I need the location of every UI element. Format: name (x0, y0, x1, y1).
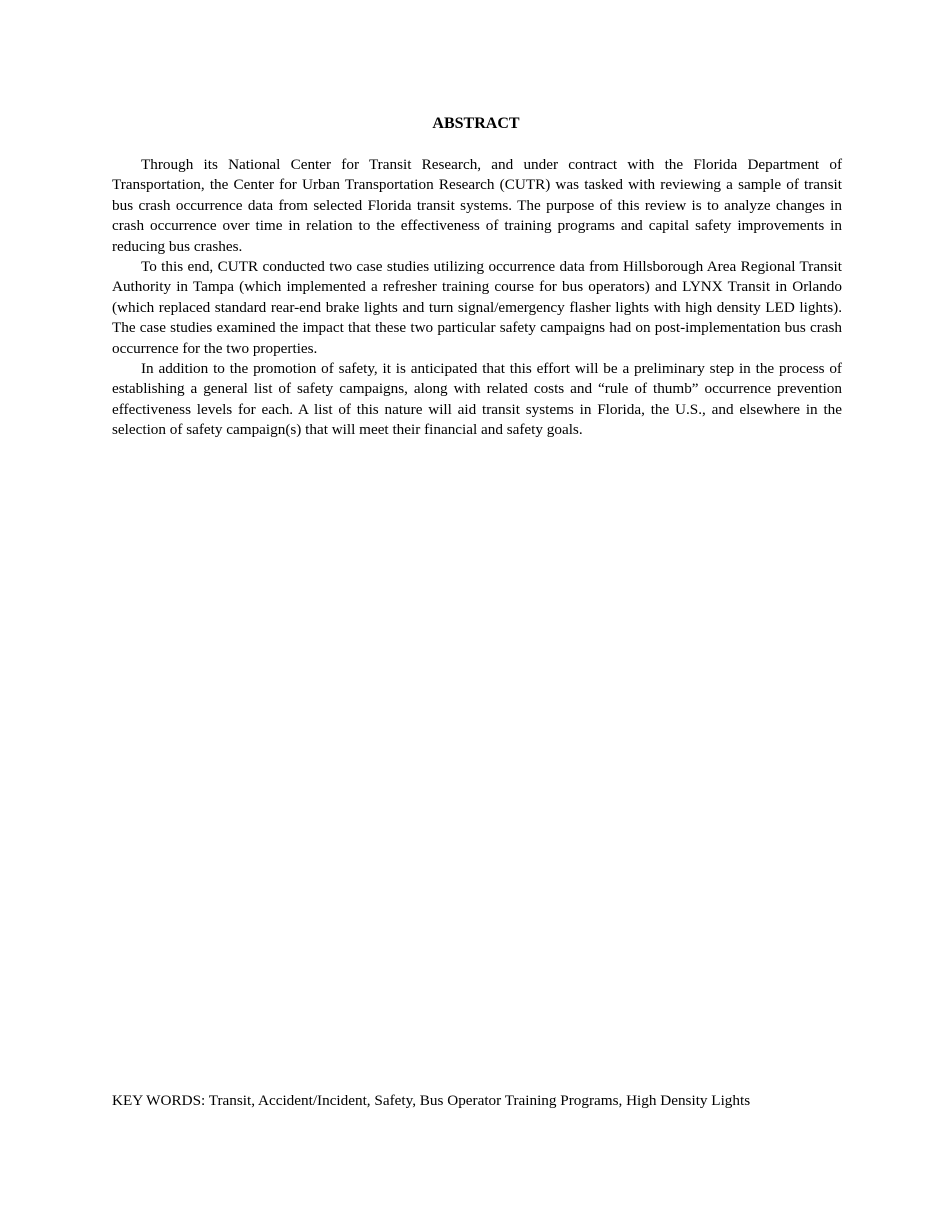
abstract-paragraph-3: In addition to the promotion of safety, it is anticipated that this effort will be a preliminary step in the process of establishing a general list of safety campaigns, along with related costs and “rule of thumb” occurrence prevention effectiveness levels for each. A list of this nature will aid transit systems in Florida, the U.S., and elsewhere in the selection of safety campaign(s) that will meet their financial and safety goals. (112, 360, 842, 439)
abstract-paragraph-2: To this end, CUTR conducted two case studies utilizing occurrence data from Hillsborough Area Regional Transit Authority in Tampa (which implemented a refresher training course for bus operators) and LYNX Transit in Orlando (which replaced standard rear-end brake lights and turn signal/emergency flasher lights with high density LED lights). The case studies examined the impact that these two particular safety campaigns had on post-implementation bus crash occurrence for the two properties. (112, 258, 842, 357)
abstract-paragraph-1: Through its National Center for Transit Research, and under contract with the Florida Department of Transportation, the Center for Urban Transportation Research (CUTR) was tasked with reviewing a sample of transit bus crash occurrence data from selected Florida transit systems. The purpose of this review is to analyze changes in crash occurrence over time in relation to the effectiveness of training programs and capital safety improvements in reducing bus crashes. (112, 156, 842, 255)
keywords-line: KEY WORDS: Transit, Accident/Incident, Safety, Bus Operator Training Programs, High Density Lights (112, 1092, 751, 1109)
abstract-body (112, 155, 842, 441)
abstract-title: ABSTRACT (432, 115, 520, 132)
